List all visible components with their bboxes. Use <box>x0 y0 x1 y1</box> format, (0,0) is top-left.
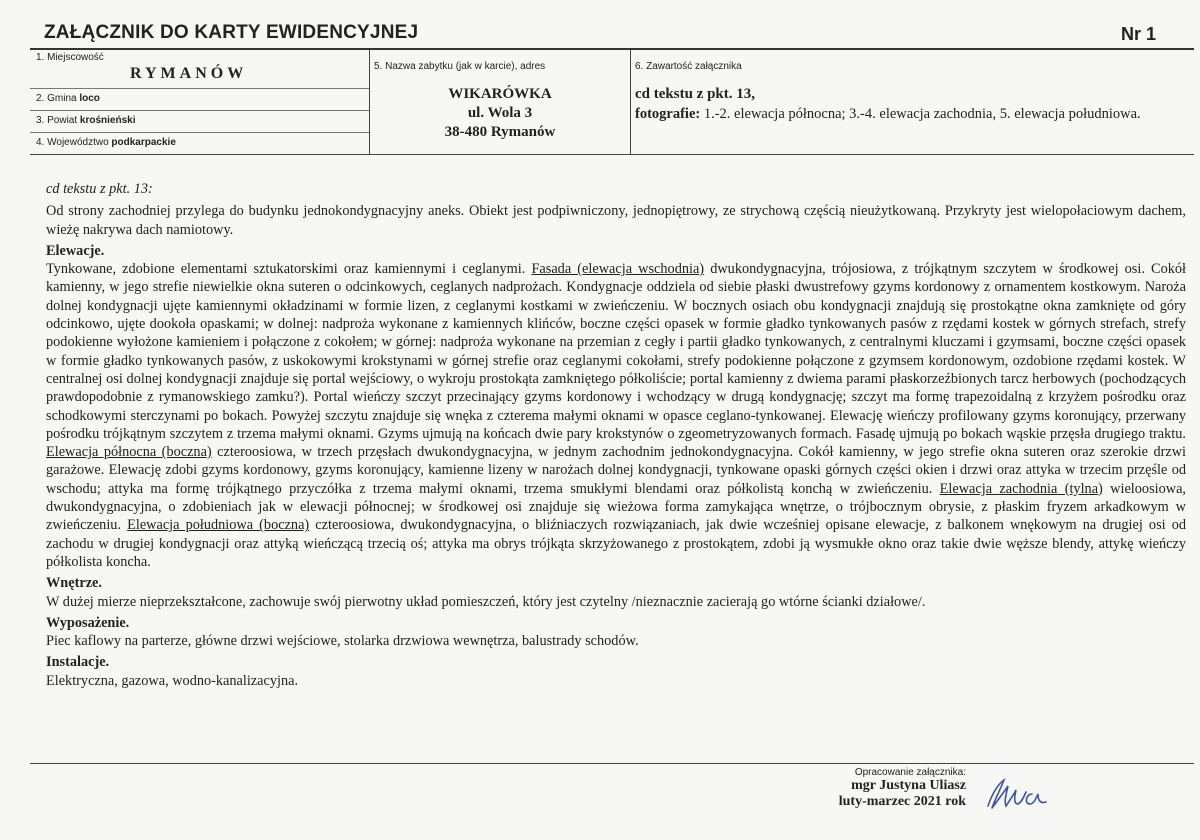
elevations-text-3: czteroosiowa, w trzech przęsłach dwukondygnacyjna, w jednym zachodnim jednokondygnacyjna. Cokół kamienny, w jego strefie okna suteren oraz szerokie drzwi garażowe. Elewację zdobi gzyms kordonowy, gzyms koronujący, kamienne lizeny w narożach dolnej kondygnacji, tynkowane opaski górnych części okien i drzwi oraz attyka w trzecim przęśle od wschodu; attyka ma formę trójkątnego przyczółka z trzema małymi oknami, trzema smukłymi blendami oraz półkolistą konchą w zwieńczeniu. <box>46 444 1186 497</box>
monument-name: WIKARÓWKA <box>448 86 552 102</box>
elevation-west-label: Elewacja zachodnia (tylna) <box>939 480 1103 497</box>
elevations-text-2: dwukondygnacyjna, trójosiowa, z trójkątnym szczytem w środkowej osi. Cokół kamienny, w jego strefie niewielkie okna suteren o odcinkowych, ceglanych nadprożach. Kondygnacje oddziela od siebie płaski dwustrefowy gzyms kordonowy z ornamentem kostkowym. Naroża dolnej kondygnacji ujęte kamiennymi okładzinami w formie lizen, z ceglanymi kostkami w zwieńczeniu. W bocznych osiach obu kondygnacji znajdują się prostokątne okna zamknięte od góry odcinkowo, ujęte dookoła opaskami; w dolnej: nadproża wykonane z kamiennych klińców, boczne części opasek w formie gładko tynkowanych pasów z rzędami kostek w górnych strefach, strefy podokienne wyłożone kamieniem i połączone z cokołem; w górnej: nadproża wykonane na przemian z cegły i partii gładko tynkowanych, z centralnymi kluczami i gzymsami, boczne części opasek w formie gładko tynkowanych pasów, z uskokowymi krokstynami w górnej strefie oraz ceglanymi cokołami, strefy podokienne połączone z gzymsem kordonowym, ozdobione rzędami kostek. W centralnej osi dolnej kondygnacji znajduje się portal wejściowy, o wykroju prostokąta zamkniętego półkoliście; portal kamienny z dwiema parami płaskorzeźbionych tarcz herbowych (pochodzących prawdopodobnie z rymanowskiego zamku?). Portal wieńczy szczyt przecinający gzyms kordonowy i wchodzący w drugą kondygnację; szczyt ma formę trapezoidalną z krzyżem pośrodku oraz schodkowymi sterczynami po bokach. Powyżej szczytu znajduje się wnęka z czterema małymi oknami w opasce ceglano-tynkowanej. Elewację wieńczy profilowany gzyms koronujący, przerwany pośrodku trójkątnym szczytem z trzema małymi oknami. Gzyms ujmują na końcach dwie pary krokstynów o zgeometryzowanych formach. Fasadę ujmują po bokach wąskie przęsła drugiego traktu. <box>46 261 1186 442</box>
contents-photos <box>635 105 1155 123</box>
signature-block <box>839 767 966 810</box>
field-voivodeship-value: podkarpackie <box>111 137 176 148</box>
elevations-text-5: czteroosiowa, dwukondygnacyjna, o bliźniaczych rozwiązaniach, jak dwie wcześniej opisane elewacje, z balkonem wnękowym na drugiej osi od zachodu w drugiej kondygnacji oraz attyką wieńczącą trzecią oś; attyka ma obrys trójkąta skrzyżowanego z prostokątem, zdobi ją wysmukłe okno oraz takie dwie węższe blendy, attykę wieńczy półkolista koncha. <box>46 517 1187 570</box>
interior-heading: Wnętrze. <box>46 575 102 592</box>
field-commune <box>30 88 369 111</box>
equipment-paragraph: Piec kaflowy na parterze, główne drzwi wejściowe, stolarka drzwiowa wewnętrza, balustrady schodów. <box>46 633 639 650</box>
contents-photos-label: fotografie: <box>635 106 701 122</box>
installations-paragraph: Elektryczna, gazowa, wodno-kanalizacyjna. <box>46 672 299 689</box>
monument-column <box>370 50 631 154</box>
page-title: ZAŁĄCZNIK DO KARTY EWIDENCYJNEJ <box>44 22 419 43</box>
field-commune-value: loco <box>79 93 100 104</box>
elevations-text-4: wieloosiowa, dwukondygnacyjna, o zdobieniach jak w elewacji północnej; w środkowej osi znajduje się wieżowa forma zamykająca wnętrze, o trójbocznym obrysie, z płaskim fryzem arkadkowym w zwieńczeniu. <box>46 480 1186 534</box>
contents-column <box>631 50 1194 154</box>
elevations-text-1: Tynkowane, zdobione elementami sztukatorskimi oraz kamiennymi i ceglanymi. <box>46 261 532 278</box>
equipment-heading: Wyposażenie. <box>46 614 130 631</box>
monument-label: 5. Nazwa zabytku (jak w karcie), adres <box>374 61 546 72</box>
field-county-value: krośnieński <box>79 115 136 126</box>
field-county-text <box>36 115 136 126</box>
location-column <box>30 50 370 154</box>
signature-label: Opracowanie załącznika: <box>854 767 966 778</box>
field-town <box>30 50 369 89</box>
elevation-east-label: Fasada (elewacja wschodnia) <box>531 261 705 278</box>
contents-line1: cd tekstu z pkt. 13, <box>635 86 756 102</box>
contents-photos-text: 1.-2. elewacja północna; 3.-4. elewacja zachodnia, 5. elewacja południowa. <box>700 106 1141 122</box>
continuation-label: cd tekstu z pkt. 13: <box>46 181 153 197</box>
elevations-heading: Elewacje. <box>46 242 105 259</box>
document-body <box>46 180 1186 690</box>
registry-form <box>30 50 1194 155</box>
elevation-south-label: Elewacja południowa (boczna) <box>127 517 310 534</box>
intro-paragraph: Od strony zachodniej przylega do budynku jednokondygnacyjny aneks. Obiekt jest podpiwniczony, jednopiętrowy, ze strychową częścią nieużytkowaną. Przykryty jest wielopołaciowym dachem, wieżę nakrywa dach namiotowy. <box>46 203 1186 238</box>
field-town-label: 1. Miejscowość <box>36 52 104 63</box>
monument-street: ul. Wola 3 <box>467 105 533 121</box>
installations-heading: Instalacje. <box>46 654 110 671</box>
signature-date: luty-marzec 2021 rok <box>838 794 966 809</box>
field-town-value: RYMANÓW <box>130 65 248 82</box>
handwritten-signature <box>982 776 1054 814</box>
contents-label: 6. Zawartość załącznika <box>635 61 742 72</box>
signature-author: mgr Justyna Uliasz <box>851 778 966 793</box>
elevation-north-label: Elewacja północna (boczna) <box>46 444 212 461</box>
field-commune-text <box>36 93 100 104</box>
field-voivodeship-text <box>36 137 176 148</box>
field-county-label: 3. Powiat <box>36 115 78 126</box>
field-commune-label: 2. Gmina <box>36 93 77 104</box>
monument-city: 38-480 Rymanów <box>444 124 556 140</box>
bottom-divider <box>30 763 1194 764</box>
attachment-number: Nr 1 <box>1120 24 1156 44</box>
field-county <box>30 110 369 133</box>
elevations-paragraph <box>46 260 1186 571</box>
field-voivodeship-label: 4. Województwo <box>36 137 109 148</box>
field-voivodeship <box>30 132 369 154</box>
interior-paragraph: W dużej mierze nieprzekształcone, zachowuje swój pierwotny układ pomieszczeń, który jest czytelny /nieznacznie zacierają go wtórne ścianki działowe/. <box>46 593 926 610</box>
